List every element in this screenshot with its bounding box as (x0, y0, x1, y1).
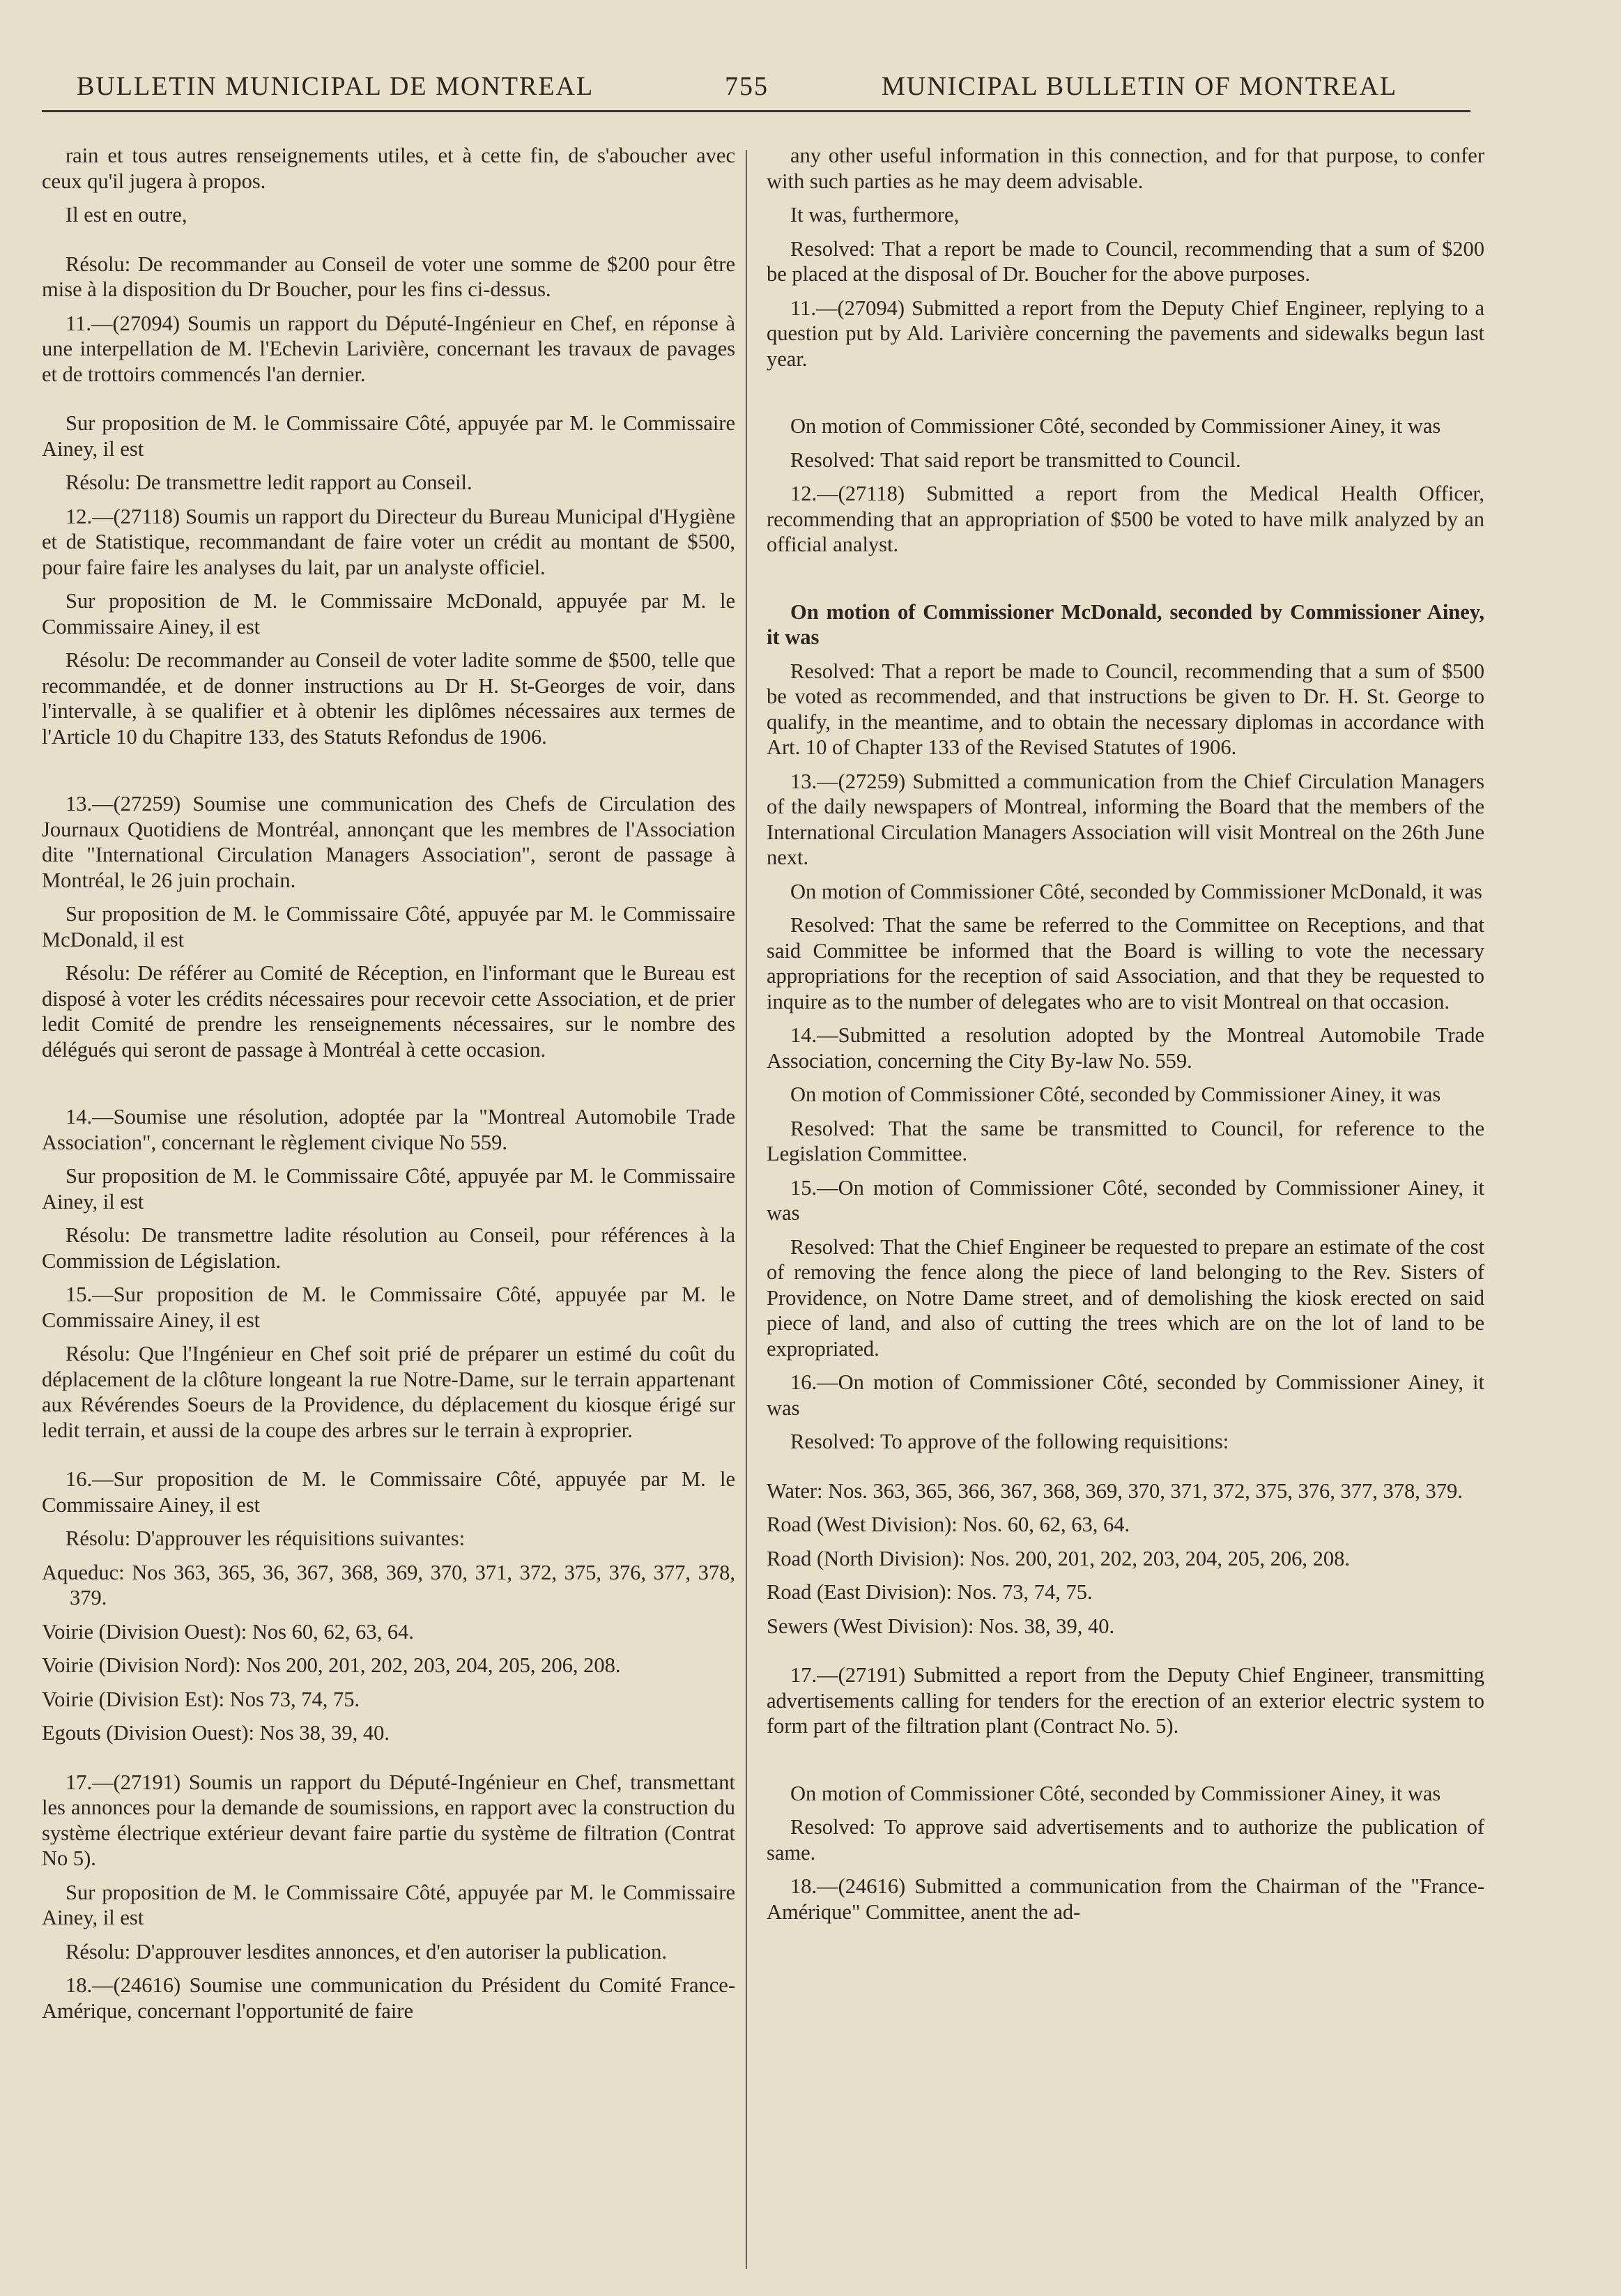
english-paragraph: Road (West Division): Nos. 60, 62, 63, 64. (767, 1513, 1130, 1536)
french-paragraph: Sur proposition de M. le Commissaire Côté, appuyée par M. le Commissaire Ainey, il est (42, 411, 735, 461)
paragraph-spacer (767, 228, 1484, 236)
paragraph-spacer (767, 1605, 1484, 1614)
column-divider (746, 150, 747, 2269)
header-title-english: MUNICIPAL BULLETIN OF MONTREAL (882, 72, 1398, 101)
paragraph-spacer (42, 639, 735, 648)
paragraph-spacer (42, 303, 735, 311)
english-paragraph: 12.—(27118) Submitted a report from the Medical Health Officer, recommending that an appropriation of $500 be voted to have milk analyzed by an official analyst. (767, 482, 1484, 556)
french-paragraph: Résolu: D'approuver lesdites annonces, et d'en autoriser la publication. (66, 1939, 668, 1964)
paragraph-spacer (767, 1167, 1484, 1175)
french-paragraph: 18.—(24616) Soumise une communication du Président du Comité France-Amérique, concernant l'opportunité de faire (42, 1973, 735, 2023)
english-paragraph: On motion of Commissioner Côté, seconded by Commissioner Ainey, it was (790, 1781, 1441, 1805)
english-paragraph: Sewers (West Division): Nos. 38, 39, 40. (767, 1614, 1115, 1638)
french-paragraph: Résolu: Que l'Ingénieur en Chef soit prié de préparer un estimé du coût du déplacement de la clôture longeant la rue Notre-Dame, sur le terrain appartenant aux Révérendes Soeurs de la Providence, du déplacement du kiosque érigé sur ledit terrain, et aussi de la coupe des arbres sur le terrain à exproprier. (42, 1342, 735, 1442)
paragraph-spacer (767, 1014, 1484, 1023)
page-number: 755 (725, 72, 769, 101)
french-paragraph: 16.—Sur proposition de M. le Commissaire Côté, appuyée par M. le Commissaire Ainey, il est (42, 1467, 735, 1517)
french-paragraph: Sur proposition de M. le Commissaire Côté, appuyée par M. le Commissaire Ainey, il est (42, 1164, 735, 1214)
paragraph-spacer (42, 1872, 735, 1880)
paragraph-spacer (767, 1108, 1484, 1116)
paragraph-spacer (42, 1333, 735, 1341)
english-paragraph: Road (North Division): Nos. 200, 201, 202, 203, 204, 205, 206, 208. (767, 1546, 1351, 1570)
paragraph-spacer (42, 1443, 735, 1467)
header-rule (42, 110, 1470, 112)
french-paragraph: Il est en outre, (66, 203, 187, 227)
paragraph-spacer (42, 952, 735, 961)
paragraph-spacer (767, 1226, 1484, 1234)
english-paragraph: It was, furthermore, (790, 203, 960, 227)
paragraph-spacer (42, 387, 735, 411)
paragraph-spacer (42, 1155, 735, 1163)
french-column (42, 143, 735, 2023)
french-paragraph: Sur proposition de M. le Commissaire Côté, appuyée par M. le Commissaire Ainey, il est (42, 1880, 735, 1929)
english-paragraph: Resolved: That the same be referred to the Committee on Receptions, and that said Committee be informed that the Board is willing to vote the necessary appropriations for the reception of said Association, and that they be requested to inquire as to the number of delegates who are to visit Montreal on that occasion. (767, 913, 1484, 1013)
english-paragraph: 11.—(27094) Submitted a report from the Deputy Chief Engineer, replying to a question put by Ald. Larivière concerning the pavements and sidewalks begun last year. (767, 296, 1484, 371)
paragraph-spacer (767, 1865, 1484, 1874)
paragraph-spacer (42, 1611, 735, 1619)
english-paragraph: 14.—Submitted a resolution adopted by the Montreal Automobile Trade Association, concerning the City By-law No. 559. (767, 1023, 1484, 1073)
french-paragraph: Voirie (Division Nord): Nos 200, 201, 202, 203, 204, 205, 206, 208. (42, 1653, 621, 1677)
english-paragraph: Resolved: To approve of the following requisitions: (790, 1430, 1229, 1453)
paragraph-spacer (42, 1273, 735, 1282)
french-paragraph: Résolu: De référer au Comité de Réception, en l'informant que le Bureau est disposé à voter les crédits nécessaires pour recevoir cette Association, et de prier ledit Comité de prendre les renseignements nécessaires, sur le nombre des délégués qui seront de passage à Montréal à cette occasion. (42, 961, 735, 1062)
english-paragraph: On motion of Commissioner Côté, seconded by Commissioner McDonald, it was (790, 879, 1482, 903)
paragraph-spacer (767, 1571, 1484, 1579)
english-paragraph: Resolved: To approve said advertisements and to authorize the publication of same. (767, 1815, 1484, 1865)
english-paragraph: 15.—On motion of Commissioner Côté, seconded by Commissioner Ainey, it was (767, 1175, 1484, 1225)
paragraph-spacer (767, 1806, 1484, 1814)
french-paragraph: Voirie (Division Est): Nos 73, 74, 75. (42, 1687, 360, 1711)
paragraph-spacer (42, 580, 735, 588)
french-paragraph: 15.—Sur proposition de M. le Commissaire Côté, appuyée par M. le Commissaire Ainey, il est (42, 1283, 735, 1332)
paragraph-spacer (767, 1361, 1484, 1370)
paragraph-spacer (42, 1931, 735, 1939)
header-title-french: BULLETIN MUNICIPAL DE MONTREAL (77, 72, 594, 101)
paragraph-spacer (767, 760, 1484, 769)
french-paragraph: Résolu: D'approuver les réquisitions suivantes: (66, 1526, 466, 1550)
paragraph-spacer (42, 194, 735, 202)
paragraph-spacer (42, 1552, 735, 1560)
paragraph-spacer (42, 1964, 735, 1973)
english-column (767, 143, 1484, 1924)
french-paragraph: Voirie (Division Ouest): Nos 60, 62, 63, 64. (42, 1619, 415, 1644)
paragraph-spacer (42, 496, 735, 504)
paragraph-spacer (767, 1455, 1484, 1478)
french-paragraph: Sur proposition de M. le Commissaire McDonald, appuyée par M. le Commissaire Ainey, il est (42, 589, 735, 638)
english-paragraph: Resolved: That said report be transmitted to Council. (790, 447, 1241, 472)
paragraph-spacer (42, 1644, 735, 1653)
paragraph-spacer (767, 372, 1484, 413)
english-paragraph: Resolved: That a report be made to Council, recommending that a sum of $500 be voted as recommended, and that instructions be given to Dr. H. St. George to qualify, in the meantime, and to obtain the necessary diplomas in accordance with Art. 10 of Chapter 133 of the Revised Statutes of 1906. (767, 659, 1484, 759)
paragraph-spacer (767, 1073, 1484, 1082)
english-paragraph: Road (East Division): Nos. 73, 74, 75. (767, 1580, 1093, 1604)
english-paragraph: 17.—(27191) Submitted a report from the Deputy Chief Engineer, transmitting advertisements calling for tenders for the erection of an exterior electric system to form part of the filtration plant (Contract No. 5). (767, 1663, 1484, 1738)
english-paragraph: any other useful information in this connection, and for that purpose, to confer with such parties as he may deem advisable. (767, 144, 1484, 193)
paragraph-spacer (767, 1538, 1484, 1546)
paragraph-spacer (767, 439, 1484, 447)
english-paragraph: 16.—On motion of Commissioner Côté, seconded by Commissioner Ainey, it was (767, 1370, 1484, 1420)
paragraph-spacer (42, 893, 735, 901)
french-paragraph: Aqueduc: Nos 363, 365, 36, 367, 368, 369, 370, 371, 372, 375, 376, 377, 378, 379. (42, 1560, 735, 1609)
paragraph-spacer (42, 228, 735, 252)
paragraph-spacer (767, 194, 1484, 202)
french-paragraph: 14.—Soumise une résolution, adoptée par la "Montreal Automobile Trade Association", concernant le règlement civique No 559. (42, 1105, 735, 1154)
english-paragraph: 13.—(27259) Submitted a communication from the Chief Circulation Managers of the daily newspapers of Montreal, informing the Board that the members of the International Circulation Managers Association will visit Montreal on the 26th June next. (767, 769, 1484, 869)
french-paragraph: Sur proposition de M. le Commissaire Côté, appuyée par M. le Commissaire McDonald, il est (42, 902, 735, 951)
french-paragraph: 11.—(27094) Soumis un rapport du Député-Ingénieur en Chef, en réponse à une interpellation de M. l'Echevin Larivière, concernant les travaux de pavages et de trottoirs commencés l'an dernier. (42, 311, 735, 386)
paragraph-spacer (42, 749, 735, 791)
paragraph-spacer (767, 650, 1484, 659)
english-paragraph: Resolved: That a report be made to Council, recommending that a sum of $200 be placed at the disposal of Dr. Boucher for the above purposes. (767, 236, 1484, 286)
english-paragraph: Resolved: That the same be transmitted to Council, for reference to the Legislation Committee. (767, 1116, 1484, 1165)
english-paragraph: 18.—(24616) Submitted a communication from the Chairman of the "France-Amérique" Committee, anent the ad- (767, 1874, 1484, 1924)
french-paragraph: 17.—(27191) Soumis un rapport du Député-Ingénieur en Chef, transmettant les annonces pour la demande de soumissions, en rapport avec la construction du système électrique extérieur devant faire partie du système de filtration (Contrat No 5). (42, 1770, 735, 1870)
paragraph-spacer (42, 1712, 735, 1720)
paragraph-spacer (42, 1517, 735, 1526)
paragraph-spacer (767, 871, 1484, 879)
french-paragraph: 13.—(27259) Soumise une communication des Chefs de Circulation des Journaux Quotidiens de Montréal, annonçant que les membres de l'Association dite "International Circulation Managers Association", seront de passage à Montréal, le 26 juin prochain. (42, 792, 735, 892)
paragraph-spacer (767, 558, 1484, 599)
french-paragraph: Résolu: De recommander au Conseil de voter ladite somme de $500, telle que recommandée, et de donner instructions au Dr H. St-Georges de voir, dans l'intervalle, à se qualifier et à obtenir les diplômes nécessaires aux termes de l'Article 10 du Chapitre 133, des Statuts Refondus de 1906. (42, 648, 735, 749)
french-paragraph: rain et tous autres renseignements utiles, et à cette fin, de s'aboucher avec ceux qu'il jugera à propos. (42, 144, 735, 193)
english-paragraph: Water: Nos. 363, 365, 366, 367, 368, 369, 370, 371, 372, 375, 376, 377, 378, 379. (767, 1478, 1463, 1503)
paragraph-spacer (42, 1746, 735, 1770)
paragraph-spacer (767, 1503, 1484, 1512)
paragraph-spacer (767, 473, 1484, 481)
paragraph-spacer (767, 1639, 1484, 1662)
french-paragraph: Résolu: De recommander au Conseil de voter une somme de $200 pour être mise à la disposition du Dr Boucher, pour les fins ci-dessus. (42, 252, 735, 301)
french-paragraph: Résolu: De transmettre ladite résolution au Conseil, pour références à la Commission de Législation. (42, 1223, 735, 1273)
english-paragraph: On motion of Commissioner Côté, seconded by Commissioner Ainey, it was (790, 414, 1441, 438)
french-paragraph: 12.—(27118) Soumis un rapport du Directeur du Bureau Municipal d'Hygiène et de Statistique, recommandant de faire voter un crédit au montant de $500, pour faire faire les analyses du lait, par un analyste officiel. (42, 504, 735, 579)
english-paragraph: On motion of Commissioner Côté, seconded by Commissioner Ainey, it was (790, 1082, 1441, 1106)
paragraph-spacer (42, 1062, 735, 1104)
english-paragraph: On motion of Commissioner McDonald, seconded by Commissioner Ainey, it was (767, 599, 1484, 649)
french-paragraph: Egouts (Division Ouest): Nos 38, 39, 40. (42, 1721, 390, 1745)
french-paragraph: Résolu: De transmettre ledit rapport au Conseil. (66, 470, 473, 494)
paragraph-spacer (42, 1214, 735, 1223)
paragraph-spacer (42, 1678, 735, 1687)
page-header (0, 57, 1621, 113)
paragraph-spacer (767, 287, 1484, 296)
paragraph-spacer (767, 1421, 1484, 1429)
paragraph-spacer (42, 461, 735, 470)
paragraph-spacer (767, 1739, 1484, 1781)
paragraph-spacer (767, 904, 1484, 912)
english-paragraph: Resolved: That the Chief Engineer be requested to prepare an estimate of the cost of removing the fence along the piece of land belonging to the Rev. Sisters of Providence, on Notre Dame street, and of demolishing the kiosk erected on said piece of land, and also of cutting the trees which are on the lot of land to be expropriated. (767, 1234, 1484, 1361)
